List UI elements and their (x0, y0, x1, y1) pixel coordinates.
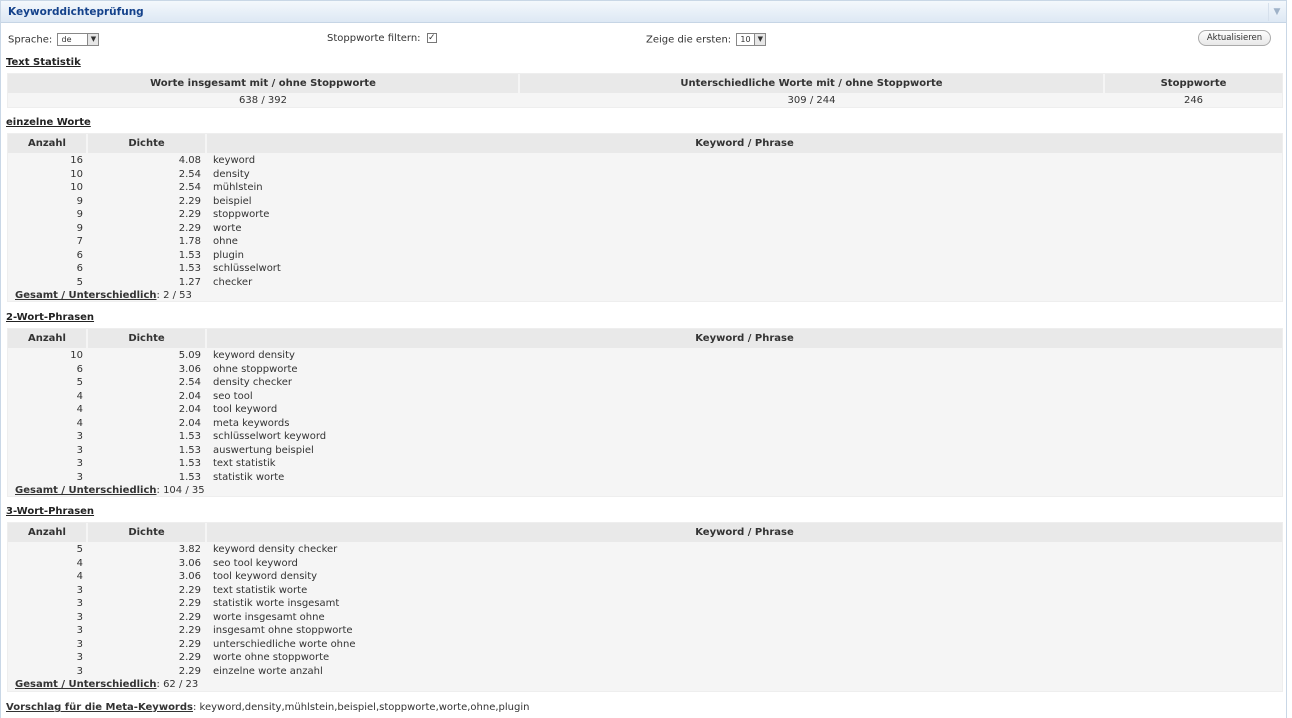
cell-anzahl: 5 (76, 276, 83, 288)
cell-anzahl: 3 (76, 652, 83, 663)
cell-keyword: unterschiedliche worte ohne (213, 638, 356, 650)
table-row (8, 349, 1282, 363)
refresh-button[interactable]: Aktualisieren (1198, 30, 1271, 46)
total-value: : 104 / 35 (156, 485, 205, 496)
cell-anzahl: 9 (76, 209, 83, 220)
language-label: Sprache: (8, 34, 53, 46)
cell-dichte: 2.29 (178, 611, 201, 623)
table-row (8, 235, 1282, 249)
cell-keyword: statistik worte (213, 471, 285, 483)
col-header-dichte: Dichte (88, 329, 205, 348)
cell-anzahl: 10 (70, 350, 83, 361)
cell-dichte: 2.29 (178, 195, 201, 207)
table-row (8, 430, 1282, 444)
total-summary (15, 290, 192, 301)
cell-keyword: meta keywords (213, 417, 290, 429)
cell-dichte: 3.06 (178, 363, 201, 375)
single-words-table (7, 133, 1283, 302)
cell-dichte: 4.08 (178, 155, 201, 166)
total-value: : 62 / 23 (156, 679, 199, 690)
cell-keyword: auswertung beispiel (213, 444, 314, 456)
text-stats-title: Text Statistik (6, 57, 81, 68)
cell-anzahl: 9 (76, 195, 83, 207)
cell-anzahl: 3 (76, 444, 83, 456)
total-summary (15, 485, 205, 496)
cell-keyword: seo tool (213, 390, 253, 402)
chevron-down-icon: ▼ (87, 34, 98, 45)
total-label: Gesamt / Unterschiedlich (15, 485, 157, 496)
text-stats-value: 638 / 392 (239, 95, 287, 106)
collapse-icon[interactable]: ▼ (1268, 3, 1285, 21)
table-row (8, 624, 1282, 638)
table-row (8, 584, 1282, 598)
cell-dichte: 3.82 (178, 544, 201, 555)
language-control (8, 33, 99, 46)
cell-keyword: einzelne worte anzahl (213, 665, 323, 677)
cell-keyword: mühlstein (213, 182, 263, 193)
total-value: : 2 / 53 (156, 290, 192, 301)
col-header-anzahl: Anzahl (8, 329, 86, 348)
cell-dichte: 1.53 (178, 471, 201, 483)
cell-anzahl: 3 (76, 584, 83, 596)
cell-keyword: insgesamt ohne stoppworte (213, 625, 353, 636)
cell-dichte: 2.29 (178, 638, 201, 650)
cell-anzahl: 3 (76, 638, 83, 650)
cell-anzahl: 4 (76, 557, 83, 569)
table-row (8, 249, 1282, 263)
text-stats-table (7, 73, 1283, 108)
stopwords-control (327, 33, 437, 44)
cell-keyword: worte ohne stoppworte (213, 652, 330, 663)
table-row (8, 638, 1282, 652)
table-row (8, 597, 1282, 611)
cell-keyword: keyword density (213, 350, 295, 361)
table-row (8, 570, 1282, 584)
cell-dichte: 1.53 (178, 444, 201, 456)
stopwords-checkbox[interactable]: ✓ (427, 33, 436, 43)
single-words-title: einzelne Worte (6, 117, 91, 128)
col-header-dichte: Dichte (88, 523, 205, 542)
text-stats-header: Unterschiedliche Worte mit / ohne Stoppworte (520, 74, 1103, 93)
cell-anzahl: 5 (76, 377, 83, 388)
cell-dichte: 2.04 (178, 417, 201, 429)
cell-dichte: 1.53 (178, 249, 201, 261)
cell-dichte: 1.53 (178, 458, 201, 469)
table-row (8, 444, 1282, 458)
cell-anzahl: 3 (76, 611, 83, 623)
cell-keyword: density checker (213, 377, 293, 388)
cell-keyword: tool keyword density (213, 571, 318, 582)
show-first-select[interactable] (736, 33, 766, 46)
table-row (8, 611, 1282, 625)
chevron-down-icon: ▼ (754, 34, 765, 45)
table-row (8, 276, 1282, 290)
col-header-dichte: Dichte (88, 134, 205, 153)
cell-anzahl: 4 (76, 390, 83, 402)
show-first-select-value: 10 (740, 35, 751, 44)
panel-header (1, 1, 1286, 23)
cell-dichte: 1.53 (178, 263, 201, 274)
cell-anzahl: 16 (70, 155, 83, 166)
cell-anzahl: 6 (76, 263, 83, 274)
cell-keyword: plugin (213, 249, 244, 261)
cell-anzahl: 3 (76, 625, 83, 636)
cell-keyword: seo tool keyword (213, 557, 298, 569)
cell-dichte: 2.04 (178, 404, 201, 415)
text-stats-header: Stoppworte (1105, 74, 1282, 93)
col-header-keyword: Keyword / Phrase (207, 134, 1282, 153)
stopwords-label: Stoppworte filtern: (327, 33, 421, 44)
cell-anzahl: 5 (76, 544, 83, 555)
table-row (8, 417, 1282, 431)
cell-keyword: tool keyword (213, 404, 278, 415)
cell-anzahl: 10 (70, 182, 83, 193)
table-row (8, 154, 1282, 168)
cell-anzahl: 3 (76, 665, 83, 677)
cell-keyword: keyword (213, 155, 256, 166)
table-row (8, 471, 1282, 485)
table-row (8, 195, 1282, 209)
cell-dichte: 1.78 (178, 236, 201, 247)
cell-keyword: text statistik (213, 458, 276, 469)
three-word-title: 3-Wort-Phrasen (6, 506, 95, 517)
table-row (8, 403, 1282, 417)
cell-anzahl: 4 (76, 417, 83, 429)
cell-keyword: statistik worte insgesamt (213, 598, 340, 609)
cell-dichte: 2.29 (178, 222, 201, 234)
cell-dichte: 2.54 (178, 182, 201, 193)
table-row (8, 222, 1282, 236)
cell-dichte: 2.29 (178, 625, 201, 636)
cell-keyword: text statistik worte (213, 584, 308, 596)
cell-dichte: 2.54 (178, 377, 201, 388)
cell-dichte: 3.06 (178, 557, 201, 569)
cell-anzahl: 6 (76, 249, 83, 261)
table-row (8, 651, 1282, 665)
table-row (8, 665, 1282, 679)
cell-keyword: worte (213, 222, 242, 234)
cell-keyword: schlüsselwort keyword (213, 431, 327, 442)
show-first-control (646, 33, 766, 46)
text-stats-value: 309 / 244 (787, 95, 836, 106)
cell-dichte: 2.29 (178, 665, 201, 677)
total-label: Gesamt / Unterschiedlich (15, 290, 157, 301)
cell-dichte: 2.54 (178, 168, 201, 180)
cell-keyword: ohne (213, 236, 238, 247)
table-row (8, 262, 1282, 276)
cell-anzahl: 6 (76, 363, 83, 375)
table-row (8, 557, 1282, 571)
table-row (8, 543, 1282, 557)
table-row (8, 208, 1282, 222)
language-select[interactable] (57, 33, 99, 46)
cell-dichte: 3.06 (178, 571, 201, 582)
cell-keyword: beispiel (213, 195, 252, 207)
cell-keyword: ohne stoppworte (213, 363, 298, 375)
cell-keyword: checker (213, 276, 253, 288)
cell-anzahl: 9 (76, 222, 83, 234)
total-label: Gesamt / Unterschiedlich (15, 679, 157, 690)
cell-dichte: 2.29 (178, 584, 201, 596)
col-header-keyword: Keyword / Phrase (207, 523, 1282, 542)
cell-keyword: keyword density checker (213, 544, 338, 555)
table-row (8, 457, 1282, 471)
table-row (8, 181, 1282, 195)
meta-keywords-label: Vorschlag für die Meta-Keywords (6, 702, 193, 713)
cell-anzahl: 4 (76, 571, 83, 582)
table-row (8, 376, 1282, 390)
table-row (8, 168, 1282, 182)
cell-anzahl: 3 (76, 431, 83, 442)
three-word-table (7, 522, 1283, 692)
col-header-anzahl: Anzahl (8, 523, 86, 542)
table-row (8, 363, 1282, 377)
cell-keyword: stoppworte (213, 209, 270, 220)
col-header-anzahl: Anzahl (8, 134, 86, 153)
table-row (8, 390, 1282, 404)
cell-keyword: density (213, 168, 250, 180)
cell-dichte: 1.53 (178, 431, 201, 442)
controls-bar (1, 30, 1288, 50)
panel-title: Keyworddichteprüfung (8, 6, 144, 18)
cell-anzahl: 7 (76, 236, 83, 247)
meta-keywords-suggestion (6, 702, 529, 713)
meta-keywords-value: : keyword,density,mühlstein,beispiel,stoppworte,worte,ohne,plugin (192, 702, 530, 713)
two-word-title: 2-Wort-Phrasen (6, 312, 95, 323)
cell-keyword: schlüsselwort (213, 263, 281, 274)
cell-anzahl: 4 (76, 404, 83, 415)
cell-keyword: worte insgesamt ohne (213, 611, 325, 623)
cell-dichte: 2.29 (178, 209, 201, 220)
cell-dichte: 5.09 (178, 350, 201, 361)
language-select-value: de (61, 35, 72, 44)
cell-dichte: 1.27 (178, 276, 201, 288)
cell-dichte: 2.29 (178, 652, 201, 663)
cell-dichte: 2.04 (178, 390, 201, 402)
cell-anzahl: 3 (76, 458, 83, 469)
col-header-keyword: Keyword / Phrase (207, 329, 1282, 348)
total-summary (15, 679, 198, 690)
cell-anzahl: 3 (76, 471, 83, 483)
text-stats-value: 246 (1183, 95, 1204, 106)
cell-anzahl: 10 (70, 168, 83, 180)
text-stats-header: Worte insgesamt mit / ohne Stoppworte (8, 74, 518, 93)
cell-anzahl: 3 (76, 598, 83, 609)
show-first-label: Zeige die ersten: (646, 34, 732, 46)
cell-dichte: 2.29 (178, 598, 201, 609)
two-word-table (7, 328, 1283, 497)
